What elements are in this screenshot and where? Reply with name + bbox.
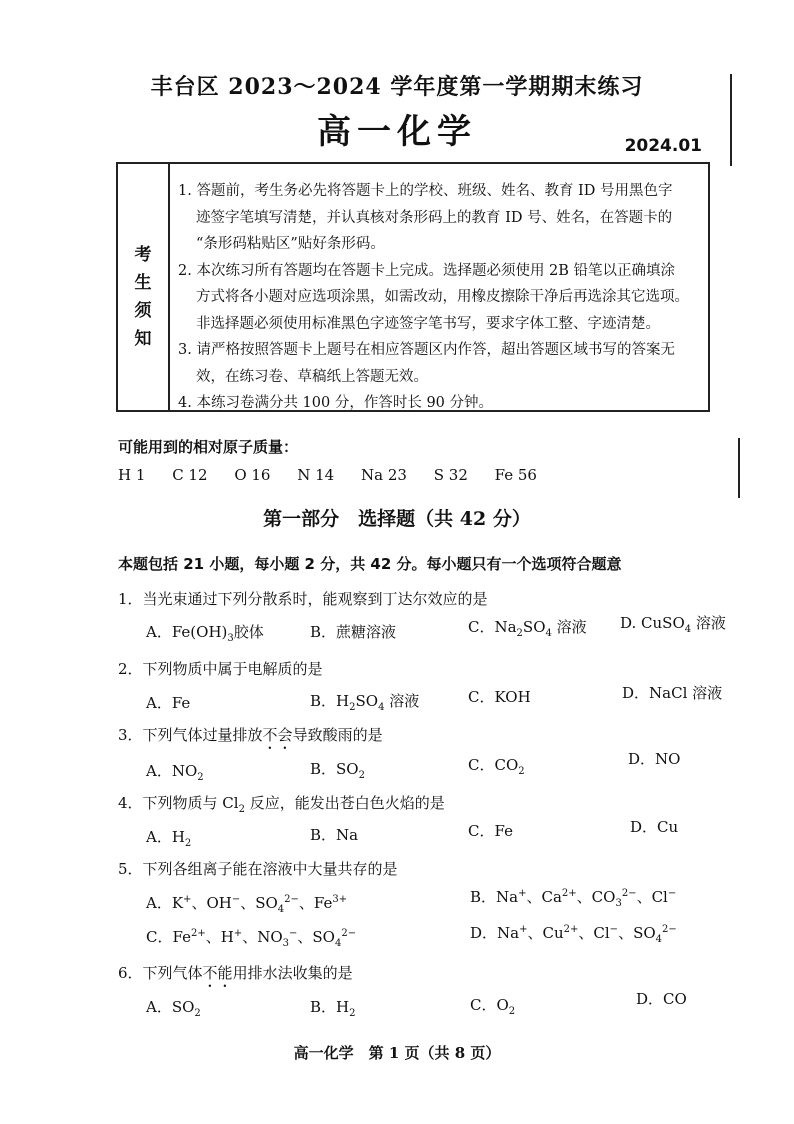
option-c: C．$Fe^{2+}$、H+、$NO_3^-$、$SO_4^{2-}$: [146, 928, 357, 949]
subject-title: 高一化学: [317, 112, 477, 152]
option-b: B．蔗糖溶液: [310, 623, 397, 641]
notice-label-char: 考: [134, 245, 152, 265]
option-a: A．$H_2$: [146, 828, 192, 849]
notice-line: 非选择题必须使用标准黑色字迹签字笔书写，要求字体工整、字迹清楚。: [196, 315, 660, 332]
emphasis-text: 不会: [262, 726, 293, 744]
atomic-mass: N 14: [297, 466, 335, 484]
notice-line: 1. 答题前，考生务必先将答题卡上的学校、班级、姓名、教育 ID 号用黑色字: [178, 183, 673, 199]
option-d: D. CuSO$_4$ 溶液: [620, 614, 726, 635]
option-b: B．$H_2SO_4$ 溶液: [310, 692, 420, 713]
option-d: D．NaCl 溶液: [622, 684, 723, 702]
notice-line: 方式将各小题对应选项涂黑，如需改动，用橡皮擦除干净后再选涂其它选项。: [196, 289, 689, 305]
atomic-mass-list: [118, 466, 559, 484]
notice-label-char: 知: [134, 329, 152, 349]
option-d: D．Cu: [630, 818, 679, 836]
option-d: D．NO: [628, 750, 681, 768]
scan-edge-line: [730, 74, 732, 166]
stem-text: 3．下列气体过量排放: [118, 726, 263, 744]
stem-text: 导致酸雨的是: [292, 726, 383, 744]
notice-line: 迹签字笔填写清楚，并认真核对条形码上的教育 ID 号、姓名，在答题卡的: [196, 209, 673, 226]
atomic-mass: C 12: [172, 466, 208, 484]
notice-line: 效，在练习卷、草稿纸上答题无效。: [196, 368, 428, 385]
option-c: C．$CO_2$: [468, 756, 525, 777]
notice-label-char: 生: [134, 273, 152, 293]
atomic-mass-heading: 可能用到的相对原子质量：: [118, 438, 299, 456]
atomic-mass: Na 23: [361, 466, 407, 484]
option-b: B．Na: [310, 826, 359, 844]
option-a: A．$Fe(OH)_3$胶体: [146, 623, 264, 644]
notice-label: [118, 164, 170, 410]
notice-label-char: 须: [134, 301, 152, 321]
atomic-mass: H 1: [118, 466, 146, 484]
option-c: C．KOH: [468, 688, 531, 706]
option-a: A．$SO_2$: [146, 998, 201, 1019]
scan-edge-line: [738, 438, 740, 498]
notice-line: 3. 请严格按照答题卡上题号在相应答题区内作答，超出答题区域书写的答案无: [178, 342, 675, 358]
notice-line: 4. 本练习卷满分共 100 分，作答时长 90 分钟。: [178, 395, 494, 411]
atomic-mass: Fe 56: [494, 466, 537, 484]
atomic-mass: O 16: [234, 466, 271, 484]
emphasis-text: 不能: [202, 964, 233, 982]
option-a: A．$NO_2$: [146, 762, 204, 783]
option-c: C．$O_2$: [470, 996, 516, 1017]
question-stem: [118, 724, 383, 753]
option-c: C．$Na_2SO_4$ 溶液: [468, 618, 587, 639]
question-stem: [118, 962, 353, 991]
option-a: A．Fe: [146, 694, 191, 712]
question-stem: 4．下列物质与 $Cl_2$ 反应，能发出苍白色火焰的是: [118, 794, 445, 815]
stem-text: 6．下列气体: [118, 964, 203, 982]
option-c: C．Fe: [468, 822, 513, 840]
page-footer: 高一化学 第 1 页（共 8 页）: [293, 1044, 501, 1062]
question-stem: 1．当光束通过下列分散系时，能观察到丁达尔效应的是: [118, 590, 488, 608]
option-b: B．Na+、$Ca^{2+}$、$CO_3^{2-}$、Cl−: [470, 888, 677, 909]
option-b: B．$H_2$: [310, 998, 356, 1019]
option-a: A．K+、OH−、$SO_4^{2-}$、$Fe^{3+}$: [146, 894, 348, 915]
exam-title: 丰台区 2023～2024 学年度第一学期期末练习: [150, 74, 644, 100]
option-d: D．CO: [636, 990, 687, 1008]
stem-text: 用排水法收集的是: [232, 964, 353, 982]
notice-line: “条形码粘贴区”贴好条形码。: [196, 236, 385, 252]
atomic-mass: S 32: [433, 466, 468, 484]
question-stem: 5．下列各组离子能在溶液中大量共存的是: [118, 860, 398, 878]
option-b: B．$SO_2$: [310, 760, 365, 781]
exam-date: 2024.01: [624, 136, 702, 156]
notice-line: 2. 本次练习所有答题均在答题卡上完成。选择题必须使用 2B 铅笔以正确填涂: [178, 262, 676, 279]
notice-box: [116, 162, 710, 412]
option-d: D．Na+、$Cu^{2+}$、Cl−、$SO_4^{2-}$: [470, 924, 677, 945]
question-stem: 2．下列物质中属于电解质的是: [118, 660, 323, 678]
part-title: 第一部分 选择题（共 42 分）: [263, 508, 531, 530]
part-instructions: 本题包括 21 小题，每小题 2 分，共 42 分。每小题只有一个选项符合题意: [118, 555, 622, 573]
notice-list: [178, 178, 698, 417]
